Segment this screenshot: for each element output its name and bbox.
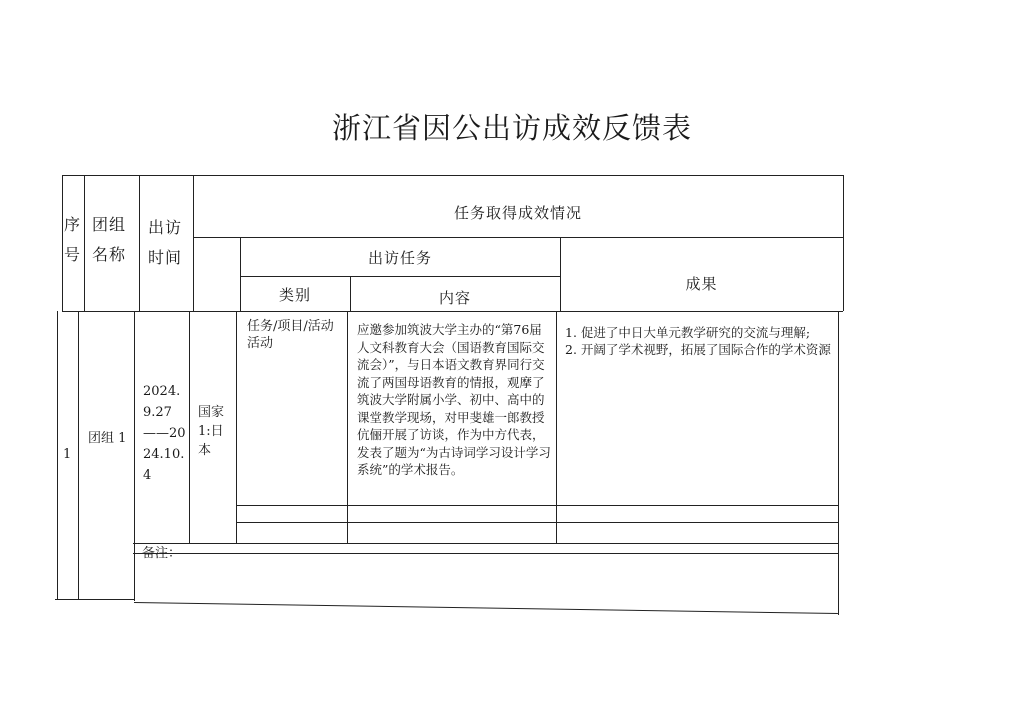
page-title: 浙江省因公出访成效反馈表 bbox=[331, 111, 692, 145]
column-line bbox=[560, 237, 561, 311]
divider-line bbox=[236, 522, 838, 523]
table-border-bottom bbox=[134, 602, 838, 614]
header-content: 内容 bbox=[438, 289, 471, 307]
column-line bbox=[236, 311, 237, 543]
column-line bbox=[189, 311, 190, 543]
divider-line bbox=[62, 311, 843, 312]
table-border-left bbox=[62, 175, 63, 311]
column-line bbox=[193, 175, 194, 311]
row-category: 任务/项目/活动活动 bbox=[247, 319, 334, 351]
row-results bbox=[565, 324, 835, 358]
table-border-left bbox=[57, 311, 58, 600]
column-line bbox=[84, 175, 85, 311]
table-border-right bbox=[843, 175, 844, 311]
header-mission: 出访任务 bbox=[367, 249, 432, 267]
header-group-name: 团组名称 bbox=[92, 215, 127, 264]
column-line bbox=[134, 311, 135, 601]
table-border-bottom bbox=[55, 599, 135, 600]
row-country: 国家1:日本 bbox=[198, 405, 225, 458]
result-item: 2. 开阔了学术视野，拓展了国际合作的学术资源 bbox=[565, 342, 831, 357]
header-category: 类别 bbox=[278, 286, 311, 304]
table-border-right bbox=[838, 311, 839, 615]
header-seq: 序号 bbox=[64, 215, 82, 264]
divider-line bbox=[240, 276, 560, 277]
notes-label: 备注： bbox=[142, 546, 182, 561]
result-item: 1. 促进了中日大单元教学研究的交流与理解; bbox=[565, 325, 811, 340]
table-border-top bbox=[62, 175, 844, 176]
row-group-name: 团组 1 bbox=[88, 431, 127, 446]
column-line bbox=[556, 311, 557, 543]
column-line bbox=[78, 311, 79, 600]
divider-line bbox=[193, 237, 843, 238]
header-achievements-overview: 任务取得成效情况 bbox=[453, 204, 582, 222]
divider-line bbox=[133, 553, 838, 554]
column-line bbox=[347, 311, 348, 543]
row-content: 应邀参加筑波大学主办的“第76届人文科教育大会（国语教育国际交流会）”，与日本语文教育界同行交流了两国母语教育的情报，观摩了筑波大学附属小学、初中、高中的课堂教学现场，对甲斐雄一郎教授伉俪开展了访谈，作为中方代表，发表了题为“为古诗词学习设计学习系统”的学术报告。 bbox=[357, 322, 551, 477]
divider-line bbox=[133, 543, 838, 544]
divider-line bbox=[236, 505, 838, 506]
row-seq: 1 bbox=[63, 447, 72, 462]
header-result: 成果 bbox=[685, 275, 718, 293]
column-line bbox=[139, 175, 140, 311]
header-visit-time: 出访时间 bbox=[148, 218, 183, 267]
row-visit-time: 2024.9.27——2024.10.4 bbox=[143, 384, 186, 483]
